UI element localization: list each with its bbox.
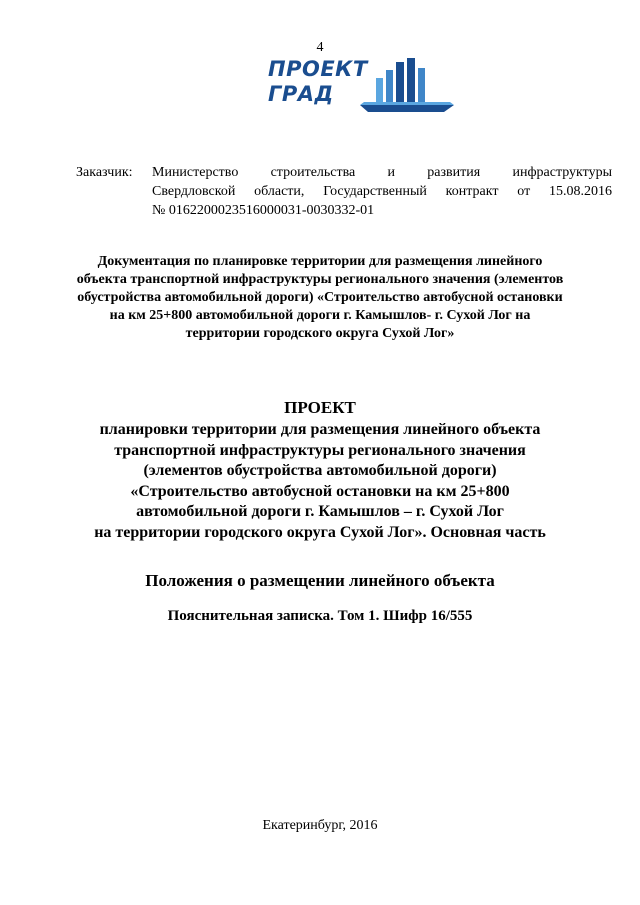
doc-title-line: Документация по планировке территории для размещения линейного [97, 254, 543, 269]
section-title: Положения о размещении линейного объекта [145, 571, 495, 590]
documentation-title [66, 253, 574, 343]
doc-title-line: обустройства автомобильной дороги) «Строительство автобусной остановки [77, 290, 563, 305]
project-line: транспортной инфраструктуры регионального значения [114, 441, 526, 459]
city-year-footer: Екатеринбург, 2016 [262, 818, 378, 833]
project-line: (элементов обустройства автомобильной дороги) [143, 462, 497, 479]
logo-buildings-graphic [360, 58, 454, 112]
doc-title-line: на км 25+800 автомобильной дороги г. Камышлов- г. Сухой Лог на [109, 308, 531, 323]
customer-label: Заказчик: [76, 165, 133, 180]
explanatory-note-title: Пояснительная записка. Том 1. Шифр 16/555 [167, 608, 473, 624]
customer-line-1: Министерство строительства и развития инфраструктуры [152, 165, 612, 180]
doc-title-line: территории городского округа Сухой Лог» [185, 326, 455, 341]
project-line: автомобильной дороги г. Камышлов – г. Сухой Лог [136, 503, 504, 520]
project-line: планировки территории для размещения линейного объекта [99, 421, 541, 438]
logo-text-line1: ПРОЕКТ [268, 57, 368, 81]
customer-block [76, 163, 612, 220]
logo-text-line2: ГРАД [268, 82, 334, 106]
company-logo [268, 56, 454, 114]
customer-line-3: № 0162200023516000031-0030332-01 [152, 203, 375, 218]
project-line: «Строительство автобусной остановки на км 25+800 [130, 482, 510, 500]
project-description [40, 420, 600, 543]
page-number: 4 [316, 40, 324, 55]
project-heading: ПРОЕКТ [284, 398, 356, 417]
project-line: на территории городского округа Сухой Лог». Основная часть [94, 523, 546, 541]
customer-line-2: Свердловской области, Государственный контракт от 15.08.2016 [152, 184, 612, 199]
doc-title-line: объекта транспортной инфраструктуры регионального значения (элементов [76, 272, 564, 287]
